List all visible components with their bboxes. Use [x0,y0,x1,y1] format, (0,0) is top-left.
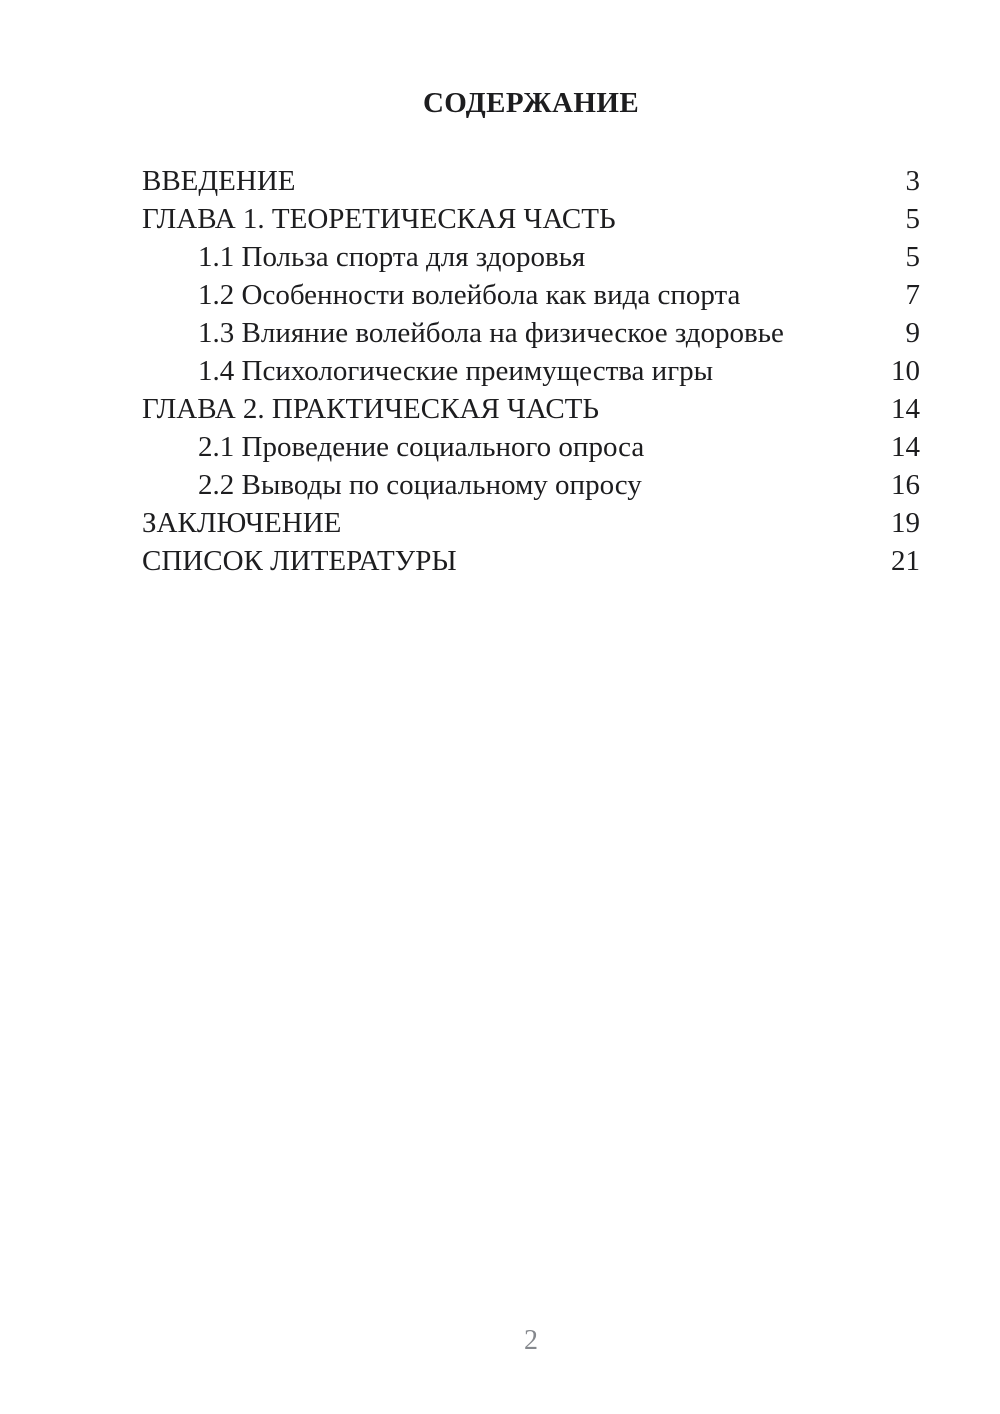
toc-entry [142,542,920,580]
toc-entry-label: 2.1 Проведение социального опроса [198,431,645,463]
toc-entry-label: ЗАКЛЮЧЕНИЕ [142,507,342,539]
toc-entry-label: 1.3 Влияние волейбола на физическое здоровье [198,317,784,349]
toc-entry [142,200,920,238]
toc-entry [142,238,920,276]
toc-entry-label: ГЛАВА 1. ТЕОРЕТИЧЕСКАЯ ЧАСТЬ [142,203,616,235]
toc-entry [142,352,920,390]
table-of-contents [142,162,920,580]
toc-entry-page-number: 7 [905,279,920,311]
toc-entry-page-number: 14 [891,431,920,463]
toc-entry-label: 1.2 Особенности волейбола как вида спорта [198,279,741,311]
toc-entry-page-number: 9 [905,317,920,349]
toc-entry-label: 2.2 Выводы по социальному опросу [198,469,642,501]
page-title: СОДЕРЖАНИЕ [422,87,640,119]
toc-entry-label: ВВЕДЕНИЕ [142,165,296,197]
toc-entry-label: ГЛАВА 2. ПРАКТИЧЕСКАЯ ЧАСТЬ [142,393,600,425]
toc-entry-page-number: 19 [891,507,920,539]
toc-entry-page-number: 14 [891,393,920,425]
page-number: 2 [524,1325,538,1356]
toc-entry [142,428,920,466]
toc-entry [142,314,920,352]
toc-entry [142,390,920,428]
toc-entry-page-number: 21 [891,545,920,577]
toc-entry-page-number: 5 [905,241,920,273]
toc-entry [142,162,920,200]
toc-entry-label: 1.4 Психологические преимущества игры [198,355,714,387]
toc-entry [142,276,920,314]
toc-entry-label: 1.1 Польза спорта для здоровья [198,241,586,273]
toc-entry-page-number: 10 [891,355,920,387]
toc-entry [142,504,920,542]
toc-entry-page-number: 3 [905,165,920,197]
toc-entry-page-number: 5 [905,203,920,235]
toc-entry [142,466,920,504]
toc-entry-page-number: 16 [891,469,920,501]
toc-entry-label: СПИСОК ЛИТЕРАТУРЫ [142,545,457,577]
